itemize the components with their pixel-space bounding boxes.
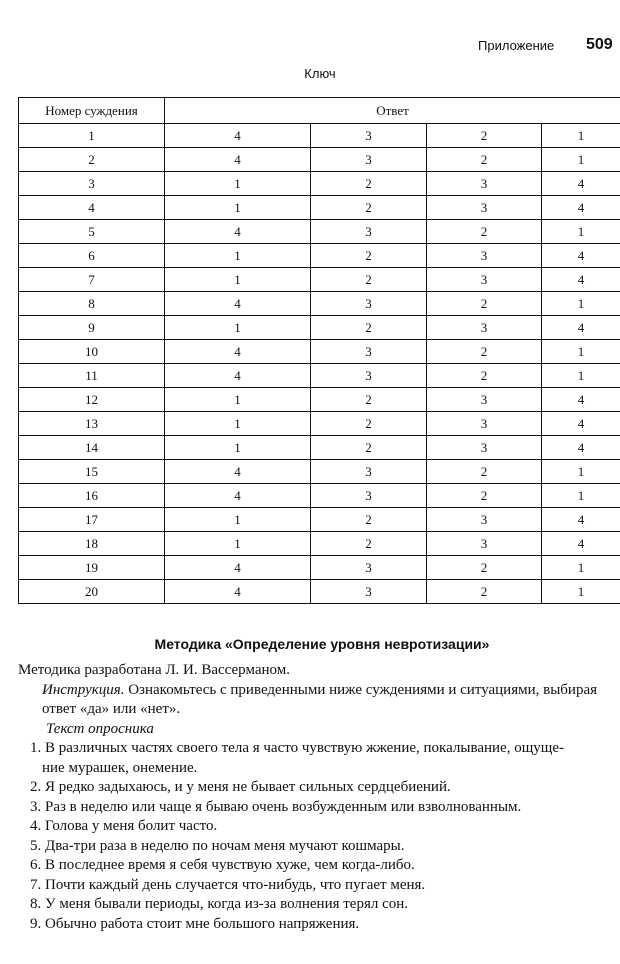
answer-score-cell: 2	[427, 484, 542, 508]
column-header-statement-number: Номер суждения	[19, 98, 165, 124]
answer-score-cell: 2	[311, 316, 427, 340]
answer-score-cell: 1	[542, 340, 620, 364]
answer-score-cell: 2	[311, 196, 427, 220]
answer-score-cell: 4	[165, 484, 311, 508]
statement-number-cell: 3	[19, 172, 165, 196]
answer-score-cell: 1	[542, 292, 620, 316]
method-body	[18, 661, 620, 934]
answer-score-cell: 2	[427, 556, 542, 580]
answer-score-cell: 4	[165, 580, 311, 604]
answer-score-cell: 4	[165, 148, 311, 172]
table-row	[19, 124, 620, 148]
statement-number-cell: 6	[19, 244, 165, 268]
answer-score-cell: 1	[165, 388, 311, 412]
answer-score-cell: 4	[542, 436, 620, 460]
answer-score-cell: 2	[427, 580, 542, 604]
answer-score-cell: 2	[311, 268, 427, 292]
answer-score-cell: 1	[542, 220, 620, 244]
answer-score-cell: 4	[165, 556, 311, 580]
answer-score-cell: 3	[427, 388, 542, 412]
answer-score-cell: 2	[311, 412, 427, 436]
answer-score-cell: 4	[165, 220, 311, 244]
statement-number-cell: 20	[19, 580, 165, 604]
statement-number-cell: 10	[19, 340, 165, 364]
answer-score-cell: 2	[427, 460, 542, 484]
column-header-answer: Ответ	[165, 98, 620, 124]
answer-score-cell: 1	[165, 268, 311, 292]
answer-score-cell: 4	[542, 244, 620, 268]
list-item: 3. Раз в неделю или чаще я бываю очень возбужденным или взволнованным.	[30, 798, 522, 815]
table-row	[19, 436, 620, 460]
table-row	[19, 220, 620, 244]
instruction-text: Ознакомьтесь с приведенными ниже суждениями и ситуациями, выбирая ответ «да» или «нет».	[42, 681, 598, 717]
table-row	[19, 244, 620, 268]
table-row	[19, 460, 620, 484]
answer-score-cell: 4	[542, 268, 620, 292]
statement-number-cell: 8	[19, 292, 165, 316]
answer-score-cell: 3	[311, 364, 427, 388]
answer-score-cell: 1	[165, 172, 311, 196]
statement-number-cell: 18	[19, 532, 165, 556]
answer-score-cell: 4	[542, 196, 620, 220]
answer-score-cell: 3	[311, 580, 427, 604]
answer-score-cell: 1	[542, 556, 620, 580]
list-item: 6. В последнее время я себя чувствую хуже, чем когда-либо.	[30, 857, 415, 873]
page-number: 509	[586, 36, 613, 53]
table-row	[19, 148, 620, 172]
statement-number-cell: 7	[19, 268, 165, 292]
answer-score-cell: 2	[427, 340, 542, 364]
statement-number-cell: 14	[19, 436, 165, 460]
answer-score-cell: 3	[427, 196, 542, 220]
answer-score-cell: 3	[311, 556, 427, 580]
answer-score-cell: 2	[311, 388, 427, 412]
table-row	[19, 316, 620, 340]
answer-key-table	[18, 97, 620, 604]
author-line: Методика разработана Л. И. Вассерманом.	[18, 662, 290, 678]
answer-score-cell: 4	[165, 292, 311, 316]
answer-score-cell: 4	[165, 460, 311, 484]
answer-score-cell: 3	[427, 508, 542, 532]
answer-score-cell: 1	[542, 460, 620, 484]
answer-score-cell: 1	[165, 196, 311, 220]
answer-score-cell: 3	[311, 460, 427, 484]
answer-score-cell: 3	[311, 292, 427, 316]
answer-score-cell: 1	[542, 484, 620, 508]
answer-score-cell: 4	[165, 340, 311, 364]
answer-score-cell: 1	[542, 364, 620, 388]
table-row	[19, 292, 620, 316]
answer-score-cell: 3	[427, 532, 542, 556]
table-header-row	[19, 98, 620, 124]
answer-score-cell: 1	[165, 244, 311, 268]
questionnaire-list	[18, 739, 620, 934]
answer-score-cell: 3	[427, 172, 542, 196]
instruction-label: Инструкция.	[42, 681, 125, 698]
table-row	[19, 388, 620, 412]
answer-score-cell: 4	[542, 532, 620, 556]
list-item: 7. Почти каждый день случается что-нибудь, что пугает меня.	[30, 876, 426, 893]
answer-score-cell: 4	[165, 364, 311, 388]
statement-number-cell: 16	[19, 484, 165, 508]
statement-number-cell: 17	[19, 508, 165, 532]
answer-score-cell: 2	[427, 220, 542, 244]
answer-score-cell: 2	[427, 148, 542, 172]
section-title: Приложение	[478, 38, 555, 53]
answer-score-cell: 4	[542, 508, 620, 532]
answer-score-cell: 1	[542, 124, 620, 148]
table-row	[19, 580, 620, 604]
answer-score-cell: 2	[427, 292, 542, 316]
statement-number-cell: 11	[19, 364, 165, 388]
answer-score-cell: 3	[427, 436, 542, 460]
list-item: 1. В различных частях своего тела я часто чувствую жжение, покалывание, ощуще- ние мурашек, онемение.	[30, 740, 564, 776]
list-item: 4. Голова у меня болит часто.	[30, 818, 218, 834]
answer-score-cell: 2	[311, 172, 427, 196]
answer-score-cell: 3	[311, 340, 427, 364]
table-row	[19, 364, 620, 388]
answer-score-cell: 3	[427, 316, 542, 340]
statement-number-cell: 19	[19, 556, 165, 580]
list-item: 2. Я редко задыхаюсь, и у меня не бывает сильных сердцебиений.	[30, 779, 451, 795]
list-item: 5. Два-три раза в неделю по ночам меня мучают кошмары.	[30, 837, 405, 854]
answer-score-cell: 3	[427, 412, 542, 436]
statement-number-cell: 9	[19, 316, 165, 340]
answer-score-cell: 1	[165, 316, 311, 340]
statement-number-cell: 4	[19, 196, 165, 220]
answer-score-cell: 1	[165, 532, 311, 556]
key-title: Ключ	[304, 66, 336, 81]
answer-score-cell: 1	[165, 436, 311, 460]
table-row	[19, 172, 620, 196]
answer-score-cell: 2	[427, 124, 542, 148]
statement-number-cell: 12	[19, 388, 165, 412]
instruction-paragraph	[18, 681, 620, 720]
answer-score-cell: 3	[311, 220, 427, 244]
answer-score-cell: 1	[542, 580, 620, 604]
statement-number-cell: 5	[19, 220, 165, 244]
answer-score-cell: 2	[311, 532, 427, 556]
answer-score-cell: 2	[311, 244, 427, 268]
table-row	[19, 556, 620, 580]
answer-score-cell: 1	[165, 412, 311, 436]
table-row	[19, 484, 620, 508]
list-item: 9. Обычно работа стоит мне большого напряжения.	[30, 915, 360, 932]
statement-number-cell: 15	[19, 460, 165, 484]
table-row	[19, 268, 620, 292]
statement-number-cell: 2	[19, 148, 165, 172]
questionnaire-heading: Текст опросника	[46, 720, 154, 737]
answer-score-cell: 2	[427, 364, 542, 388]
answer-score-cell: 2	[311, 508, 427, 532]
table-row	[19, 412, 620, 436]
statement-number-cell: 1	[19, 124, 165, 148]
table-row	[19, 532, 620, 556]
answer-score-cell: 1	[165, 508, 311, 532]
answer-score-cell: 3	[427, 244, 542, 268]
answer-score-cell: 3	[311, 484, 427, 508]
answer-score-cell: 4	[165, 124, 311, 148]
method-title: Методика «Определение уровня невротизации»	[154, 636, 490, 652]
list-item: 8. У меня бывали периоды, когда из-за волнения терял сон.	[30, 896, 409, 912]
answer-score-cell: 3	[427, 268, 542, 292]
table-row	[19, 508, 620, 532]
answer-score-cell: 3	[311, 148, 427, 172]
table-row	[19, 196, 620, 220]
answer-score-cell: 1	[542, 148, 620, 172]
table-row	[19, 340, 620, 364]
answer-score-cell: 4	[542, 316, 620, 340]
running-head	[0, 36, 620, 58]
answer-score-cell: 4	[542, 412, 620, 436]
answer-score-cell: 4	[542, 388, 620, 412]
table-body	[19, 124, 620, 604]
answer-score-cell: 4	[542, 172, 620, 196]
statement-number-cell: 13	[19, 412, 165, 436]
answer-score-cell: 3	[311, 124, 427, 148]
answer-score-cell: 2	[311, 436, 427, 460]
